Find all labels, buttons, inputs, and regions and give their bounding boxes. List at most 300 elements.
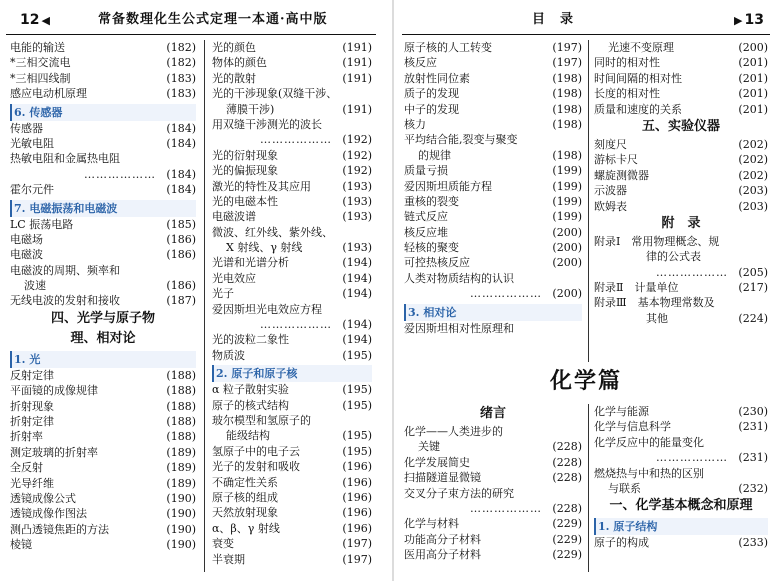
toc-entry-title: 玻尔模型和氢原子的 [212, 413, 311, 427]
toc-entry [594, 295, 768, 310]
toc-page-number: (193) [342, 194, 372, 208]
toc-entry-title: 全反射 [10, 461, 43, 475]
toc-entry-title: 原子的构成 [594, 536, 649, 550]
toc-entry [212, 444, 372, 459]
toc-entry [594, 234, 768, 249]
toc-entry-title: 感应电动机原理 [10, 87, 87, 101]
toc-page-number: (182) [166, 56, 196, 70]
toc-entry [594, 265, 768, 280]
toc-entry [212, 348, 372, 363]
toc-page-number: (196) [342, 475, 372, 489]
right-page-number: 13 [744, 12, 764, 28]
toc-column-right-1 [404, 40, 582, 336]
toc-entry-title: 原子的核式结构 [212, 398, 289, 412]
toc-page-number: (191) [342, 41, 372, 54]
toc-entry-title: 原子核的组成 [212, 490, 278, 504]
toc-page-number: (189) [166, 476, 196, 490]
column-divider [204, 40, 205, 572]
toc-entry-title: *三相四线制 [10, 71, 71, 85]
toc-page-number: (198) [552, 117, 582, 131]
toc-page-number: (228) [552, 471, 582, 485]
toc-column-left-1 [10, 40, 196, 553]
toc-entry-title: 不确定性关系 [212, 475, 278, 489]
toc-entry-title: 衰变 [212, 537, 234, 551]
toc-page-number: (199) [552, 164, 582, 178]
toc-entry-title: 霍尔元件 [10, 183, 54, 197]
toc-entry [10, 368, 196, 383]
toc-entry [212, 55, 372, 70]
toc-entry-title: 测凸透镜焦距的方法 [10, 522, 109, 536]
toc-entry [594, 435, 768, 450]
chapter-heading: 绪言 [479, 406, 506, 421]
toc-entry-title: 化学与材料 [404, 517, 459, 531]
chapter-heading: 四、光学与原子物 [50, 310, 155, 326]
toc-entry [212, 302, 372, 317]
toc-entry [594, 249, 768, 264]
leader-dots: ……………… [656, 265, 728, 279]
toc-entry-title: 光速不变原理 [608, 41, 674, 54]
toc-page-number: (199) [552, 210, 582, 224]
toc-entry [212, 86, 372, 101]
toc-entry-title: 律的公式表 [646, 250, 701, 264]
toc-page-number: (229) [552, 532, 582, 546]
toc-entry [594, 199, 768, 214]
toc-entry-title: α 粒子散射实验 [212, 383, 289, 397]
toc-entry-title: 光的干涉现象(双缝干涉、 [212, 87, 338, 101]
toc-entry [10, 537, 196, 552]
toc-entry [594, 183, 768, 198]
toc-entry-title: 长度的相对性 [594, 87, 660, 101]
toc-entry [10, 429, 196, 444]
toc-page-number: (192) [342, 148, 372, 162]
toc-page-number: (198) [552, 71, 582, 85]
section-heading: 1. 原子结构 [594, 518, 768, 535]
toc-page-number: (231) [738, 451, 768, 465]
toc-page-number: (187) [166, 294, 196, 308]
toc-entry [10, 506, 196, 521]
toc-page-number: (201) [738, 102, 768, 116]
toc-entry [404, 424, 582, 439]
toc-entry-title: 刻度尺 [594, 137, 627, 151]
toc-entry-title: 光的散射 [212, 71, 256, 85]
toc-page-number: (189) [166, 445, 196, 459]
toc-entry [212, 521, 372, 536]
toc-entry [594, 311, 768, 326]
chapter-heading: 理、相对论 [70, 330, 136, 346]
toc-entry-title: 光子的发射和吸收 [212, 460, 300, 474]
toc-entry [212, 505, 372, 520]
toc-page-number: (194) [342, 287, 372, 301]
toc-entry [404, 132, 582, 147]
toc-entry-title: 光的偏振现象 [212, 164, 278, 178]
toc-entry [212, 240, 372, 255]
toc-entry [212, 163, 372, 178]
toc-entry [10, 263, 196, 278]
toc-page-number: (201) [738, 87, 768, 101]
toc-entry [212, 332, 372, 347]
toc-entry [212, 225, 372, 240]
toc-page-number: (186) [166, 232, 196, 246]
toc-entry-title: 传感器 [10, 121, 43, 135]
toc-page-number: (195) [342, 429, 372, 443]
toc-entry [404, 225, 582, 240]
toc-entry [10, 217, 196, 232]
toc-entry-title: 棱镜 [10, 538, 32, 552]
toc-entry-title: 用双缝干涉测光的波长 [212, 117, 322, 131]
toc-entry-title: 热敏电阻和金属热电阻 [10, 152, 120, 166]
toc-entry-title: 与联系 [608, 481, 641, 495]
toc-page-number: (194) [342, 256, 372, 270]
left-page-header [6, 6, 376, 35]
toc-entry-title: 爱因斯坦光电效应方程 [212, 302, 322, 316]
toc-page-number: (202) [738, 153, 768, 167]
toc-column-left-2 [212, 40, 372, 567]
toc-entry [404, 55, 582, 70]
toc-entry [212, 255, 372, 270]
toc-entry-title: 光子 [212, 287, 234, 301]
toc-entry [212, 490, 372, 505]
toc-entry-title: 光的波粒二象性 [212, 333, 289, 347]
toc-page-number: (193) [342, 241, 372, 255]
toc-entry [10, 232, 196, 247]
toc-entry [212, 536, 372, 551]
toc-entry-title: 化学发展简史 [404, 455, 470, 469]
toc-entry [212, 398, 372, 413]
section-heading: 6. 传感器 [10, 104, 196, 121]
toc-page-number: (231) [738, 420, 768, 434]
toc-entry [404, 209, 582, 224]
toc-entry-title: 轻核的聚变 [404, 241, 459, 255]
toc-page-number: (195) [342, 398, 372, 412]
toc-page-number: (186) [166, 248, 196, 262]
toc-page-number: (196) [342, 490, 372, 504]
toc-page-number: (232) [738, 481, 768, 495]
leader-dots: ……………… [656, 451, 728, 465]
toc-entry-title: 折射定律 [10, 415, 54, 429]
toc-entry [404, 516, 582, 531]
toc-page-number: (230) [738, 405, 768, 418]
toc-page-number: (185) [166, 217, 196, 231]
toc-entry-title: 的规律 [418, 148, 451, 162]
toc-entry [594, 102, 768, 117]
toc-entry-title: 折射率 [10, 430, 43, 444]
leader-dots: ……………… [470, 501, 542, 515]
toc-page-number: (202) [738, 168, 768, 182]
toc-page-number: (184) [166, 121, 196, 135]
toc-entry [10, 167, 196, 182]
toc-entry-title: 测定玻璃的折射率 [10, 445, 98, 459]
toc-page-number: (201) [738, 56, 768, 70]
toc-entry-title: 质量和速度的关系 [594, 102, 682, 116]
toc-entry [404, 117, 582, 132]
toc-entry [212, 552, 372, 567]
toc-entry [10, 414, 196, 429]
toc-page-number: (205) [738, 265, 768, 279]
toc-entry [404, 86, 582, 101]
toc-page-number: (195) [342, 383, 372, 397]
toc-entry [10, 121, 196, 136]
toc-entry-title: 质量亏损 [404, 164, 448, 178]
toc-entry-title: 功能高分子材料 [404, 532, 481, 546]
toc-page-number: (188) [166, 399, 196, 413]
toc-entry [594, 55, 768, 70]
toc-page-number: (217) [738, 281, 768, 295]
toc-entry [10, 55, 196, 70]
toc-entry [10, 182, 196, 197]
toc-entry-title: 化学与能源 [594, 405, 649, 418]
toc-entry [404, 321, 582, 336]
toc-page-number: (228) [552, 455, 582, 469]
toc-entry [594, 481, 768, 496]
toc-entry [10, 247, 196, 262]
toc-page-number: (229) [552, 517, 582, 531]
toc-page-number: (193) [342, 179, 372, 193]
right-arrow-icon: ▶ [734, 14, 743, 27]
toc-entry-title: 透镜成像公式 [10, 491, 76, 505]
toc-entry-title: 光谱和光谱分析 [212, 256, 289, 270]
toc-page-number: (193) [342, 210, 372, 224]
toc-page-number: (191) [342, 71, 372, 85]
toc-entry-title: 原子核的人工转变 [404, 41, 492, 54]
toc-entry-title: 电磁波谱 [212, 210, 256, 224]
toc-entry-title: 电磁波 [10, 248, 43, 262]
toc-entry [212, 148, 372, 163]
toc-page-number: (224) [738, 311, 768, 325]
toc-page-number: (197) [552, 56, 582, 70]
toc-entry [404, 271, 582, 286]
toc-entry-title: 扫描隧道显微镜 [404, 471, 481, 485]
toc-page-number: (196) [342, 506, 372, 520]
toc-entry-title: 无线电波的发射和接收 [10, 294, 120, 308]
toc-page-number: (197) [342, 552, 372, 566]
toc-entry [404, 547, 582, 562]
chapter-heading: 五、实验仪器 [641, 118, 720, 134]
toc-entry [594, 535, 768, 550]
toc-entry [404, 102, 582, 117]
toc-entry-title: 时间间隔的相对性 [594, 71, 682, 85]
toc-entry [404, 179, 582, 194]
toc-page-number: (188) [166, 384, 196, 398]
toc-page-number: (191) [342, 102, 372, 116]
toc-page-number: (228) [552, 440, 582, 454]
toc-entry [594, 71, 768, 86]
toc-page-number: (200) [738, 41, 768, 54]
toc-page-number: (191) [342, 56, 372, 70]
toc-entry-title: 其他 [646, 311, 668, 325]
toc-entry [212, 194, 372, 209]
toc-entry-title: 透镜成像作图法 [10, 507, 87, 521]
leader-dots: ……………… [470, 287, 542, 301]
toc-entry [212, 40, 372, 55]
toc-entry [404, 286, 582, 301]
toc-page-number: (196) [342, 521, 372, 535]
toc-page-number: (203) [738, 199, 768, 213]
toc-entry-title: 电磁波的周期、频率和 [10, 263, 120, 277]
toc-column-right-3 [404, 404, 582, 563]
toc-entry-title: 质子的发现 [404, 87, 459, 101]
toc-entry [404, 470, 582, 485]
column-divider-lower [588, 404, 589, 572]
toc-page-number: (229) [552, 548, 582, 562]
toc-page-number: (197) [342, 537, 372, 551]
book-spine [392, 0, 394, 581]
toc-entry-title: 化学反应中的能量变化 [594, 435, 704, 449]
toc-page-number: (188) [166, 368, 196, 382]
toc-entry [212, 209, 372, 224]
toc-entry [212, 102, 372, 117]
section-heading: 1. 光 [10, 351, 196, 368]
toc-entry-title: 半衰期 [212, 552, 245, 566]
leader-dots: ……………… [260, 133, 332, 147]
toc-entry-title: 电能的输送 [10, 41, 65, 54]
toc-entry [212, 428, 372, 443]
toc-entry [212, 382, 372, 397]
toc-entry [10, 278, 196, 293]
toc-entry [594, 137, 768, 152]
toc-page-number: (199) [552, 179, 582, 193]
toc-entry [212, 286, 372, 301]
toc-entry-title: 爱因斯坦质能方程 [404, 179, 492, 193]
toc-entry [404, 40, 582, 55]
section-heading: 3. 相对论 [404, 304, 582, 321]
toc-page-number: (183) [166, 87, 196, 101]
toc-entry-title: X 射线、γ 射线 [226, 241, 303, 255]
toc-entry-title: 核反应 [404, 56, 437, 70]
toc-entry [212, 459, 372, 474]
section-heading: 2. 原子和原子核 [212, 365, 372, 382]
toc-page-number: (200) [552, 225, 582, 239]
toc-entry-title: 示波器 [594, 184, 627, 198]
toc-entry-title: 天然放射现象 [212, 506, 278, 520]
toc-page-number: (195) [342, 348, 372, 362]
toc-page-number: (198) [552, 87, 582, 101]
toc-page-number: (184) [166, 136, 196, 150]
toc-entry [10, 293, 196, 308]
toc-entry-title: 附录Ⅲ 基本物理常数及 [594, 296, 715, 310]
toc-entry-title: 氢原子中的电子云 [212, 444, 300, 458]
toc-column-right-2 [594, 40, 768, 326]
toc-entry [594, 86, 768, 101]
toc-entry [212, 71, 372, 86]
part-title: 化学篇 [549, 368, 622, 394]
toc-entry-title: 核反应堆 [404, 225, 448, 239]
toc-page-number: (194) [342, 271, 372, 285]
toc-page-number: (198) [552, 102, 582, 116]
toc-entry-title: 医用高分子材料 [404, 548, 481, 562]
toc-page-number: (203) [738, 184, 768, 198]
toc-entry [10, 445, 196, 460]
toc-page-number: (190) [166, 522, 196, 536]
toc-entry [10, 383, 196, 398]
toc-entry [404, 194, 582, 209]
toc-entry-title: 激光的特性及其应用 [212, 179, 311, 193]
toc-page-number: (194) [342, 333, 372, 347]
leader-dots: ……………… [84, 167, 156, 181]
toc-entry [404, 163, 582, 178]
toc-entry [10, 86, 196, 101]
toc-page-number: (198) [552, 148, 582, 162]
toc-entry [594, 419, 768, 434]
toc-entry [10, 71, 196, 86]
toc-entry-title: 中子的发现 [404, 102, 459, 116]
toc-page-number: (189) [166, 461, 196, 475]
toc-page-number: (190) [166, 491, 196, 505]
toc-entry-title: 物体的颜色 [212, 56, 267, 70]
toc-entry [404, 501, 582, 516]
left-arrow-icon: ◀ [41, 14, 50, 27]
toc-entry-title: 微波、红外线、紫外线、 [212, 225, 333, 239]
toc-entry-title: 平均结合能,裂变与聚变 [404, 133, 518, 147]
toc-entry [10, 136, 196, 151]
toc-entry [404, 255, 582, 270]
toc-entry [594, 152, 768, 167]
toc-entry-title: 电磁场 [10, 232, 43, 246]
left-running-title: 常备数理化生公式定理一本通·高中版 [98, 12, 328, 27]
toc-page-number: (190) [166, 507, 196, 521]
chapter-heading: 一、化学基本概念和原理 [609, 498, 753, 514]
toc-entry [404, 439, 582, 454]
toc-entry-title: 附录Ⅱ 计量单位 [594, 281, 679, 295]
right-page [402, 6, 770, 572]
toc-entry [404, 148, 582, 163]
toc-entry [404, 71, 582, 86]
toc-entry [594, 280, 768, 295]
toc-entry [10, 491, 196, 506]
toc-entry [10, 460, 196, 475]
toc-entry [594, 40, 768, 55]
toc-entry [212, 117, 372, 132]
right-running-title: 目 录 [532, 12, 575, 27]
toc-entry-title: 光导纤维 [10, 476, 54, 490]
left-page-number: 12 [20, 12, 40, 28]
toc-page-number: (192) [342, 133, 372, 147]
toc-page-number: (200) [552, 256, 582, 270]
toc-entry-title: 交叉分子束方法的研究 [404, 486, 514, 500]
toc-entry-title: LC 振荡电路 [10, 217, 74, 231]
toc-entry-title: *三相交流电 [10, 56, 71, 70]
toc-entry-title: 重核的裂变 [404, 194, 459, 208]
toc-entry [594, 450, 768, 465]
toc-entry [212, 179, 372, 194]
toc-entry [594, 466, 768, 481]
toc-page-number: (188) [166, 430, 196, 444]
toc-entry-title: 光的衍射现象 [212, 148, 278, 162]
toc-entry [10, 476, 196, 491]
toc-page-number: (184) [166, 167, 196, 181]
toc-page-number: (194) [342, 318, 372, 332]
toc-entry-title: 燃烧热与中和热的区别 [594, 466, 704, 480]
toc-entry-title: 能级结构 [226, 429, 270, 443]
toc-page-number: (190) [166, 538, 196, 552]
section-heading: 7. 电磁振荡和电磁波 [10, 200, 196, 217]
toc-entry-title: 薄膜干涉) [226, 102, 275, 116]
toc-entry-title: 关键 [418, 440, 440, 454]
toc-page-number: (186) [166, 279, 196, 293]
toc-entry [594, 404, 768, 419]
toc-page-number: (195) [342, 444, 372, 458]
toc-entry-title: α、β、γ 射线 [212, 521, 280, 535]
toc-entry [10, 522, 196, 537]
toc-entry-title: 同时的相对性 [594, 56, 660, 70]
toc-entry [404, 486, 582, 501]
toc-entry [212, 132, 372, 147]
toc-entry-title: 平面镜的成像规律 [10, 384, 98, 398]
toc-page-number: (184) [166, 183, 196, 197]
toc-page-number: (199) [552, 194, 582, 208]
toc-entry-title: 链式反应 [404, 210, 448, 224]
toc-entry-title: 化学与信息科学 [594, 420, 671, 434]
chapter-heading: 附 录 [661, 215, 701, 231]
